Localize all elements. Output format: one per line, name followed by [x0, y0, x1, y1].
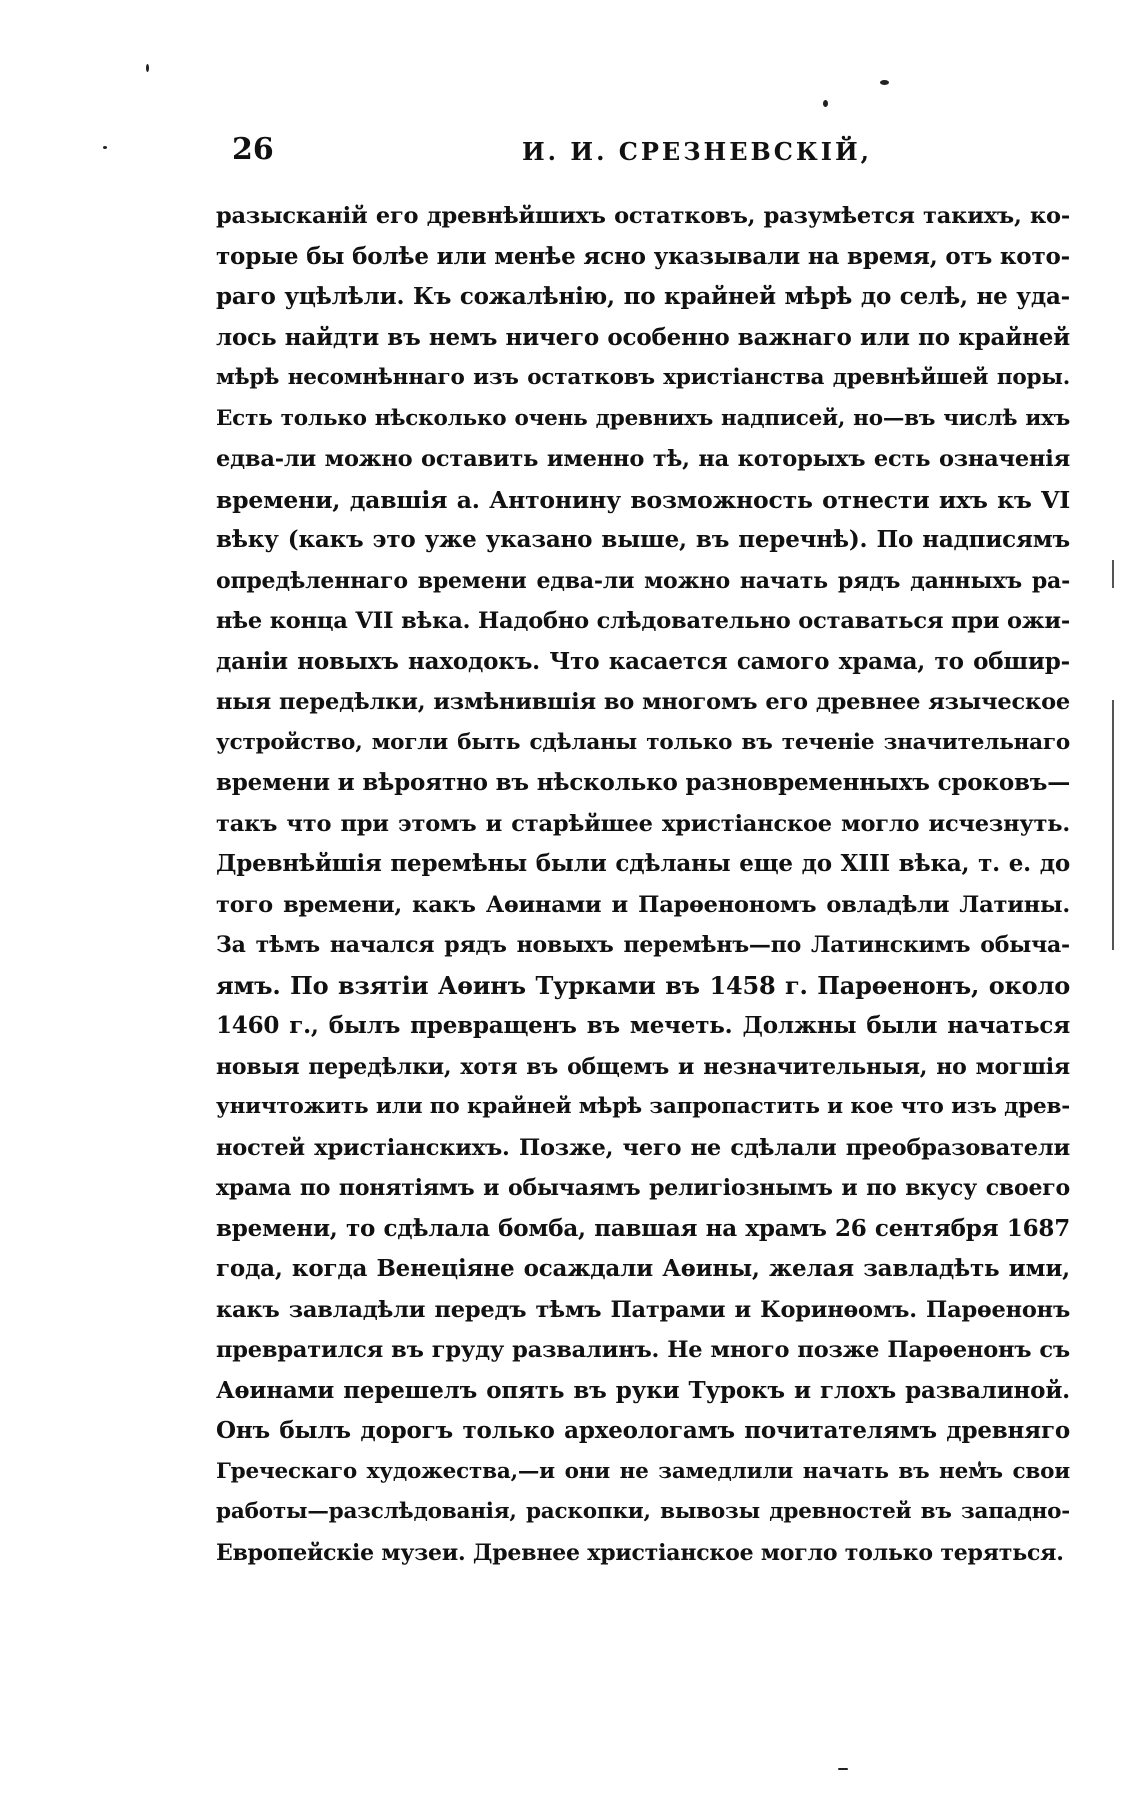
text-line: новыя передѣлки, хотя въ общемъ и незначительныя, но могшія	[216, 1053, 1070, 1080]
text-line: времени, давшія а. Антонину возможность отнести ихъ къ VI	[216, 485, 1070, 514]
scan-speck	[880, 80, 889, 85]
text-line: торые бы болѣе или менѣе ясно указывали на время, отъ кото-	[216, 242, 1070, 270]
text-line: времени и вѣроятно въ нѣсколько разновременныхъ сроковъ—	[216, 769, 1070, 796]
scan-speck	[823, 100, 828, 107]
page-number: 26	[232, 132, 274, 167]
text-line: мѣрѣ несомнѣннаго изъ остатковъ христіанства древнѣйшей поры.	[216, 365, 1070, 390]
text-line: ныя передѣлки, измѣнившія во многомъ его древнее языческое	[216, 689, 1070, 715]
scan-speck	[103, 146, 107, 149]
text-line: вѣку (какъ это уже указано выше, въ перечнѣ). По надписямъ	[216, 526, 1070, 553]
text-line: времени, то сдѣлала бомба, павшая на храмъ 26 сентября 1687	[216, 1214, 1070, 1242]
text-line: такъ что при этомъ и старѣйшее христіанское могло исчезнуть.	[216, 810, 1070, 837]
text-line: лось найдти въ немъ ничего особенно важнаго или по крайней	[216, 323, 1070, 351]
scan-speck	[838, 1768, 848, 1770]
text-line: того времени, какъ Аѳинами и Парѳенономъ овладѣли Латины.	[216, 891, 1070, 918]
text-line: Есть только нѣсколько очень древнихъ надписей, но—въ числѣ ихъ	[216, 405, 1070, 431]
scan-edge-mark	[1112, 700, 1114, 950]
scan-speck	[146, 64, 149, 72]
text-line: Аѳинами перешелъ опять въ руки Турокъ и глохъ развалиной.	[216, 1376, 1070, 1404]
text-line: ностей христіанскихъ. Позже, чего не сдѣлали преобразователи	[216, 1134, 1070, 1161]
text-line: уничтожить или по крайней мѣрѣ запропастить и кое что изъ древ-	[216, 1094, 1070, 1119]
text-line: Древнѣйшія перемѣны были сдѣланы еще до XIII вѣка, т. е. до	[216, 850, 1070, 877]
text-line: нѣе конца VII вѣка. Надобно слѣдовательно оставаться при ожи-	[216, 608, 1070, 634]
text-line: Онъ былъ дорогъ только археологамъ почитателямъ древняго	[216, 1417, 1070, 1444]
text-line: раго уцѣлѣли. Къ сожалѣнію, по крайней мѣрѣ до селѣ, не уда-	[216, 283, 1070, 310]
text-line: Греческаго художества,—и они не замедлили начать въ немъ свои	[216, 1458, 1070, 1484]
scan-edge-mark	[1112, 560, 1114, 588]
text-line: опредѣленнаго времени едва-ли можно начать рядъ данныхъ ра-	[216, 567, 1070, 594]
text-line: За тѣмъ начался рядъ новыхъ перемѣнъ—по Латинскимъ обыча-	[216, 932, 1070, 958]
running-header	[232, 130, 1062, 170]
text-line: даніи новыхъ находокъ. Что касается самого храма, то обшир-	[216, 647, 1070, 675]
text-line: храма по понятіямъ и обычаямъ религіознымъ и по вкусу своего	[216, 1175, 1070, 1201]
text-line: Европейскіе музеи. Древнее христіанское могло только теряться.	[216, 1539, 1064, 1566]
body-text	[216, 196, 1070, 1573]
text-line: едва-ли можно оставить именно тѣ, на которыхъ есть означенія	[216, 446, 1070, 472]
text-line: работы—разслѣдованія, раскопки, вывозы древностей въ западно-	[216, 1499, 1070, 1524]
text-line: 1460 г., былъ превращенъ въ мечеть. Должны были начаться	[216, 1012, 1070, 1039]
text-line: разысканій его древнѣйшихъ остатковъ, разумѣется такихъ, ко-	[216, 203, 1070, 229]
text-line: какъ завладѣли передъ тѣмъ Патрами и Коринѳомъ. Парѳенонъ	[216, 1296, 1070, 1323]
text-line: превратился въ груду развалинъ. Не много позже Парѳенонъ съ	[216, 1337, 1070, 1363]
running-title: И. И. СРЕЗНЕВСКІЙ,	[522, 137, 872, 166]
text-line: года, когда Венеціяне осаждали Аѳины, желая завладѣть ими,	[216, 1255, 1070, 1282]
text-line: устройство, могли быть сдѣланы только въ теченіе значительнаго	[216, 729, 1070, 755]
text-line: ямъ. По взятіи Аѳинъ Турками въ 1458 г. Парѳенонъ, около	[216, 970, 1070, 1000]
